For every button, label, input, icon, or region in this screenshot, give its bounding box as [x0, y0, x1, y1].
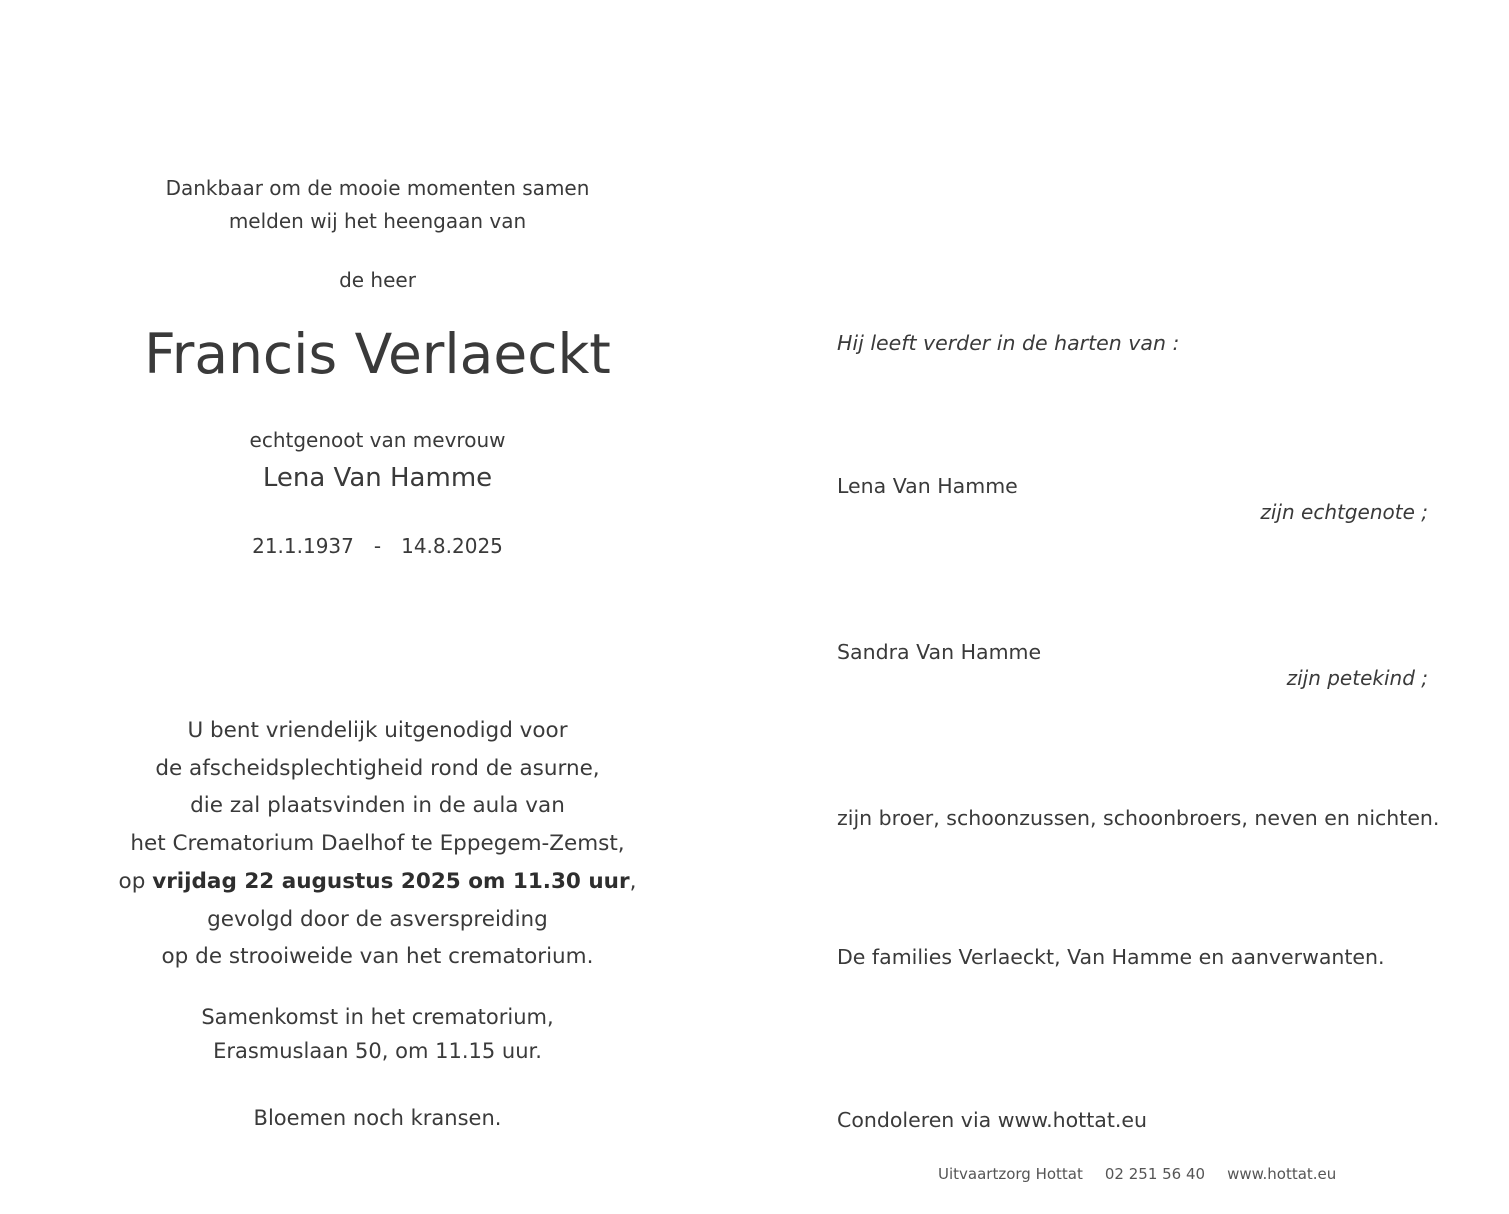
life-dates	[0, 531, 755, 561]
survivors-heading: Hij leeft verder in de harten van :	[837, 331, 1180, 355]
intro-line: Dankbaar om de mooie momenten samen	[165, 176, 590, 200]
funeral-home-name: Uitvaartzorg Hottat	[938, 1165, 1083, 1183]
intro-text	[0, 172, 755, 238]
invite-date-prefix: op	[118, 868, 153, 894]
invite-line: die zal plaatsvinden in de aula van	[190, 793, 565, 819]
ceremony-invitation	[0, 712, 755, 976]
birth-date: 21.1.1937	[252, 534, 354, 558]
flowers-note: Bloemen noch kransen.	[253, 1106, 502, 1130]
invite-line: gevolgd door de asverspreiding	[207, 906, 548, 932]
relative-role: zijn petekind ;	[1286, 666, 1428, 690]
date-separator: -	[373, 534, 382, 558]
ceremony-date-time: vrijdag 22 augustus 2025 om 11.30 uur	[152, 868, 630, 894]
relative-name: Sandra Van Hamme	[837, 640, 1042, 664]
families-line: De families Verlaeckt, Van Hamme en aanverwanten.	[837, 945, 1385, 969]
relative-name: Lena Van Hamme	[837, 474, 1018, 498]
spouse-name: Lena Van Hamme	[262, 463, 493, 493]
deceased-name: Francis Verlaeckt	[144, 322, 611, 386]
funeral-home-website: www.hottat.eu	[1227, 1165, 1337, 1183]
spouse-label: echtgenoot van mevrouw	[249, 428, 506, 452]
gathering-line: Erasmuslaan 50, om 11.15 uur.	[213, 1039, 542, 1063]
funeral-home-phone: 02 251 56 40	[1104, 1165, 1206, 1183]
title-prefix: de heer	[339, 268, 416, 292]
gathering-info	[0, 1000, 755, 1068]
relative-role: zijn echtgenote ;	[1260, 500, 1428, 524]
invite-line: de afscheidsplechtigheid rond de asurne,	[155, 755, 600, 781]
intro-line: melden wij het heengaan van	[228, 209, 527, 233]
invite-line: het Crematorium Daelhof te Eppegem-Zemst,	[130, 831, 625, 857]
gathering-line: Samenkomst in het crematorium,	[201, 1005, 554, 1029]
invite-date-suffix: ,	[629, 868, 637, 894]
invite-line: op de strooiweide van het crematorium.	[161, 944, 594, 970]
invite-line: U bent vriendelijk uitgenodigd voor	[187, 718, 568, 743]
extended-family: zijn broer, schoonzussen, schoonbroers, neven en nichten.	[837, 806, 1440, 830]
death-date: 14.8.2025	[401, 534, 503, 558]
condolences-line: Condoleren via www.hottat.eu	[837, 1108, 1147, 1132]
invite-line-date	[0, 863, 755, 901]
funeral-home-footer	[938, 1162, 1336, 1186]
